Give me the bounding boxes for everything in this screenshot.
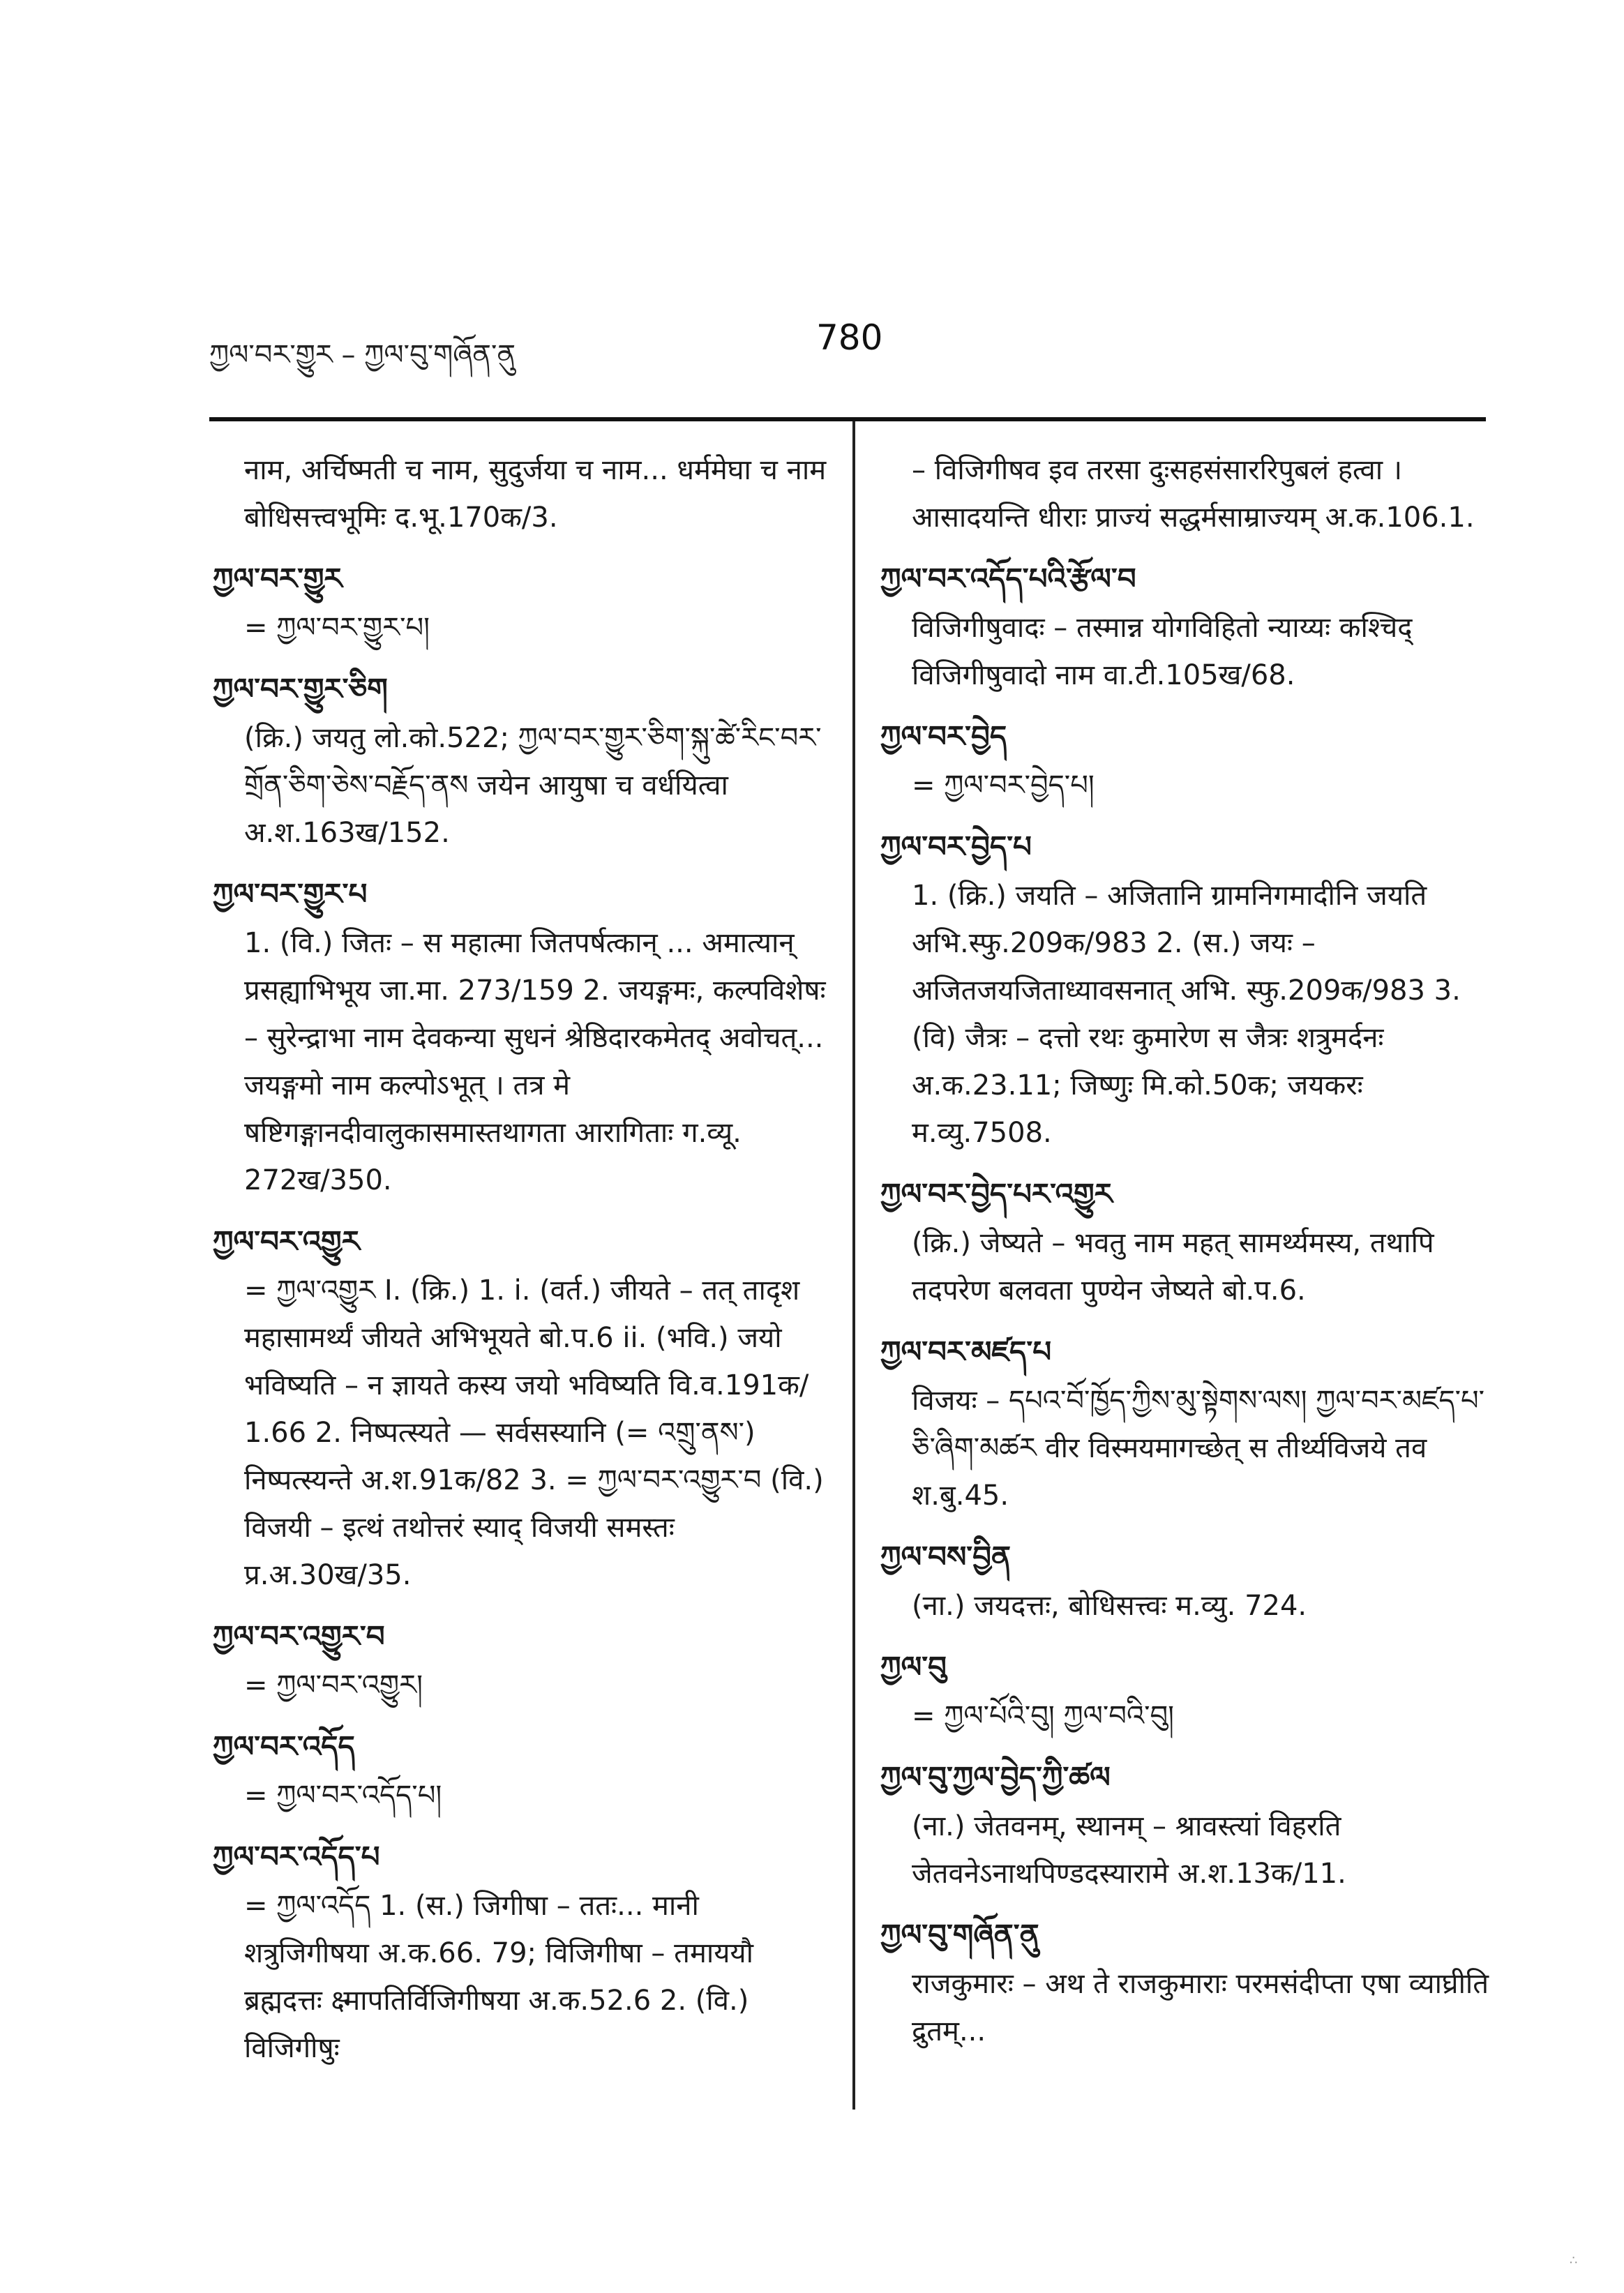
entry-text: = ཀྱལ་བར་འདོད་པ།	[244, 1780, 442, 1812]
entry-text: (ना.) जेतवनम्, स्थानम् – श्रावस्त्यां विहरति जेतवनेऽनाथपिण्डदस्यारामे अ.श.13क/11.	[912, 1810, 1346, 1890]
entry-headword: ཀྱལ་བར་གྱུར་ཅིག	[213, 672, 388, 706]
entry-text: = ཀྱལ་པོའི་བུ། ཀྱལ་བའི་བུ།	[912, 1700, 1175, 1732]
dictionary-entry	[213, 666, 827, 857]
dictionary-entry	[213, 555, 827, 652]
entry-text: (ना.) जयदत्तः, बोधिसत्त्वः म.व्यु. 724.	[912, 1590, 1307, 1622]
entry-headword: ཀྱལ་བར་གྱུར་པ	[213, 877, 368, 911]
entry-text: (क्रि.) जेष्यते – भवतु नाम महत् सामर्थ्यमस्य, तथापि तदपरेण बलवता पुण्येन जेष्यते बो.प.6.	[912, 1227, 1434, 1307]
entry-text: = ཀྱལ་འགྱུར I. (क्रि.) 1. i. (वर्त.) जीयते – तत् तादृश महासामर्थ्यं जीयते अभिभूयते बो.प.6 ii. (भवि.) जयो भविष्यति – न ज्ञायते कस्य जयो भविष्यति वि.व.191क/ 1.66 2. निष्पत्स्यते — सर्वसस्यानि (= འགྲུ་ནས་) निष्पत्स्यन्ते अ.श.91क/82 3. = ཀྱལ་བར་འགྱུར་བ (वि.) विजयी – इत्थं तथोत्तरं स्याद् विजयी समस्तः प्र.अ.30ख/35.	[244, 1275, 824, 1591]
entry-text: = ཀྱལ་བར་བྱེད་པ།	[912, 769, 1095, 802]
entry-headword: ཀྱལ་བུ	[880, 1650, 947, 1684]
page-number: 780	[816, 317, 883, 358]
entry-headword: ཀྱལ་བར་འདོད	[213, 1729, 355, 1764]
entry-headword: ཀྱལ་བར་མཛད་པ	[880, 1335, 1052, 1369]
header-rule	[209, 417, 1486, 421]
dictionary-entry	[880, 1754, 1494, 1897]
entry-headword: ཀྱལ་བར་འདོད་པའི་རྩོལ་བ	[880, 562, 1136, 596]
entry-headword: ཀྱལ་བར་འདོད་པ	[213, 1840, 380, 1874]
running-head: ཀྱལ་བར་གྱུར – ཀྱལ་བུ་གཞོན་ནུ	[209, 339, 516, 371]
dictionary-entry	[880, 1911, 1494, 2055]
dictionary-entry	[213, 1218, 827, 1599]
entry-headword: ཀྱལ་བུ་ཀྱལ་བྱེད་ཀྱི་ཚལ	[880, 1760, 1111, 1794]
page-header	[209, 317, 1486, 371]
entry-headword: ཀྱལ་བས་བྱིན	[880, 1540, 1012, 1574]
scan-mark: ∴	[1570, 2253, 1578, 2268]
entry-text: 1. (क्रि.) जयति – अजितानि ग्रामनिगमादीनि जयति अभि.स्फु.209क/983 2. (स.) जयः – अजितजयजिताध्यावसनात् अभि. स्फु.209क/983 3. (वि) जैत्रः – दत्तो रथः कुमारेण स जैत्रः शत्रुमर्दनः अ.क.23.11; जिष्णुः मि.को.50क; जयकरः म.व्यु.7508.	[912, 880, 1461, 1149]
entry-text: विजयः – དཔའ་བོ་ཁྱོད་ཀྱིས་མུ་སྟེགས་ལས། ཀྱལ་བར་མཛད་པ་ཅི་ཞིག་མཚར वीर विस्मयमागच्छेत् स तीर्थ्यविजये तव श.बु.45.	[912, 1385, 1485, 1512]
left-column	[213, 446, 827, 2086]
entry-headword: ཀྱལ་བར་འགྱུར	[213, 1224, 360, 1258]
entry-text: विजिगीषुवादः – तस्मान्न योगविहितो न्याय्यः कश्चिद् विजिगीषुवादो नाम वा.टी.105ख/68.	[912, 612, 1413, 691]
dictionary-entry	[880, 1533, 1494, 1630]
entry-text: = ཀྱལ་བར་གྱུར་པ།	[244, 612, 430, 644]
entry-headword: ཀྱལ་བར་བྱེད་པ	[880, 829, 1032, 864]
dictionary-entry	[880, 555, 1494, 699]
entry-text: – विजिगीषव इव तरसा दुःसहसंसाररिपुबलं हत्वा । आसादयन्ति धीराः प्राज्यं सद्धर्मसाम्राज्यम् अ.क.106.1.	[912, 454, 1475, 534]
right-column	[880, 446, 1494, 2069]
entry-headword: ཀྱལ་བར་འགྱུར་བ	[213, 1619, 385, 1653]
entry-headword: ཀྱལ་བར་བྱེད	[880, 719, 1007, 753]
dictionary-entry	[213, 1833, 827, 2072]
column-rule	[852, 421, 855, 2110]
dictionary-entry	[213, 446, 827, 541]
entry-headword: ཀྱལ་བར་བྱེད་པར་འགྱུར	[880, 1177, 1113, 1211]
dictionary-entry	[880, 1171, 1494, 1314]
dictionary-entry	[880, 713, 1494, 809]
entry-text: राजकुमारः – अथ ते राजकुमाराः परमसंदीप्ता एषा व्याघ्रीति द्रुतम्...	[912, 1968, 1489, 2047]
dictionary-entry	[880, 446, 1494, 541]
entry-headword: ཀྱལ་བུ་གཞོན་ནུ	[880, 1918, 1039, 1952]
dictionary-entry	[880, 1328, 1494, 1519]
dictionary-entry	[880, 1644, 1494, 1740]
entry-text: 1. (वि.) जितः – स महात्मा जितपर्षत्कान् ... अमात्यान् प्रसह्याभिभूय जा.मा. 273/159 2. जयङ्गमः, कल्पविशेषः – सुरेन्द्राभा नाम देवकन्या सुधनं श्रेष्ठिदारकमेतद् अवोचत्... जयङ्गमो नाम कल्पोऽभूत् । तत्र मे षष्टिगङ्गानदीवालुकासमास्तथागता आरागिताः ग.व्यू. 272ख/350.	[244, 927, 826, 1196]
entry-text: (क्रि.) जयतु लो.को.522; ཀྱལ་བར་གྱུར་ཅིག་སྐུ་ཚེ་རིང་བར་གྲོན་ཅིག་ཅེས་བརྗོད་ནས जयेन आयुषा च वर्धयित्वा अ.श.163ख/152.	[244, 722, 822, 849]
entry-headword: ཀྱལ་བར་གྱུར	[213, 562, 343, 596]
dictionary-entry	[213, 1613, 827, 1709]
dictionary-entry	[213, 871, 827, 1204]
entry-text: = ཀྱལ་བར་འགྱུར།	[244, 1669, 423, 1701]
dictionary-entry	[880, 823, 1494, 1157]
dictionary-entry	[213, 1723, 827, 1819]
entry-text: नाम, अर्चिष्मती च नाम, सुदुर्जया च नाम... धर्ममेघा च नाम बोधिसत्त्वभूमिः द.भू.170क/3.	[244, 454, 827, 534]
entry-text: = ཀྱལ་འདོད 1. (स.) जिगीषा – ततः... मानी शत्रुजिगीषया अ.क.66. 79; विजिगीषा – तमाययौ ब्रह्मदत्तः क्ष्मापतिर्विजिगीषया अ.क.52.6 2. (वि.) विजिगीषुः	[244, 1890, 753, 2064]
